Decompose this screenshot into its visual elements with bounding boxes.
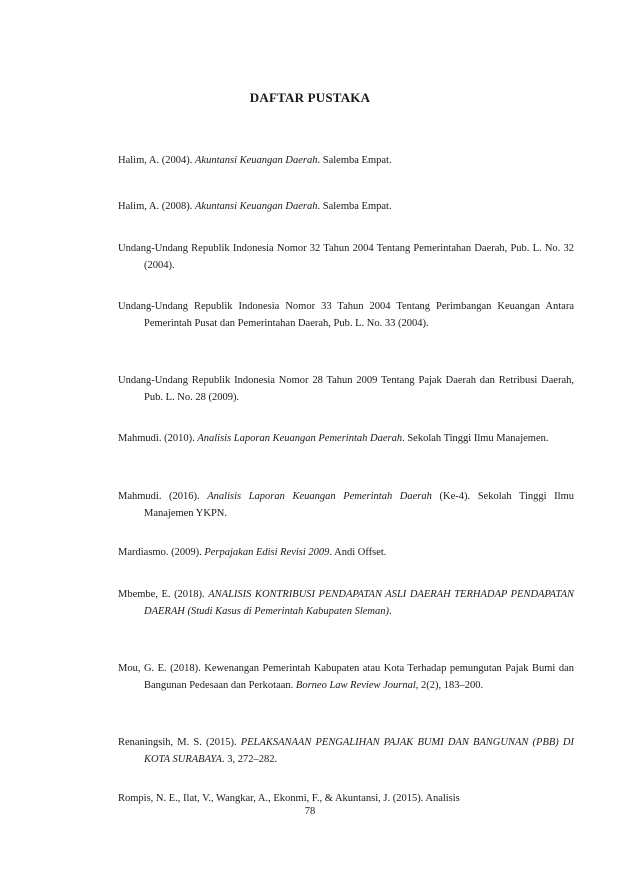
reference-entry: Halim, A. (2004). Akuntansi Keuangan Daerah. Salemba Empat. <box>118 155 392 166</box>
reference-entry: Undang-Undang Republik Indonesia Nomor 32 Tahun 2004 Tentang Pemerintahan Daerah, Pub. L. No. 32 (2004). <box>118 243 574 271</box>
reference-entry: Rompis, N. E., Ilat, V., Wangkar, A., Ekonmi, F., & Akuntansi, J. (2015). Analisis <box>118 793 460 804</box>
page-number: 78 <box>304 806 316 817</box>
reference-entry: Mahmudi. (2016). Analisis Laporan Keuangan Pemerintah Daerah (Ke-4). Sekolah Tinggi Ilmu Manajemen YKPN. <box>118 491 574 519</box>
reference-entry: Renaningsih, M. S. (2015). PELAKSANAAN PENGALIHAN PAJAK BUMI DAN BANGUNAN (PBB) DI KOTA SURABAYA. 3, 272–282. <box>118 737 574 765</box>
page-title: DAFTAR PUSTAKA <box>249 90 371 105</box>
reference-entry: Mahmudi. (2010). Analisis Laporan Keuangan Pemerintah Daerah. Sekolah Tinggi Ilmu Manajemen. <box>118 433 549 444</box>
reference-entry: Undang-Undang Republik Indonesia Nomor 33 Tahun 2004 Tentang Perimbangan Keuangan Antara Pemerintah Pusat dan Pemerintahan Daerah, Pub. L. No. 33 (2004). <box>118 301 574 329</box>
reference-entry: Halim, A. (2008). Akuntansi Keuangan Daerah. Salemba Empat. <box>118 201 392 212</box>
reference-entry: Mou, G. E. (2018). Kewenangan Pemerintah Kabupaten atau Kota Terhadap pemungutan Pajak Bumi dan Bangunan Pedesaan dan Perkotaan. Borneo Law Review Journal, 2(2), 183–200. <box>118 663 574 691</box>
reference-entry: Mbembe, E. (2018). ANALISIS KONTRIBUSI PENDAPATAN ASLI DAERAH TERHADAP PENDAPATAN DAERAH (Studi Kasus di Pemerintah Kabupaten Sleman). <box>118 589 575 617</box>
reference-entry: Undang-Undang Republik Indonesia Nomor 28 Tahun 2009 Tentang Pajak Daerah dan Retribusi Daerah, Pub. L. No. 28 (2009). <box>118 375 574 403</box>
reference-entry: Mardiasmo. (2009). Perpajakan Edisi Revisi 2009. Andi Offset. <box>118 547 387 558</box>
